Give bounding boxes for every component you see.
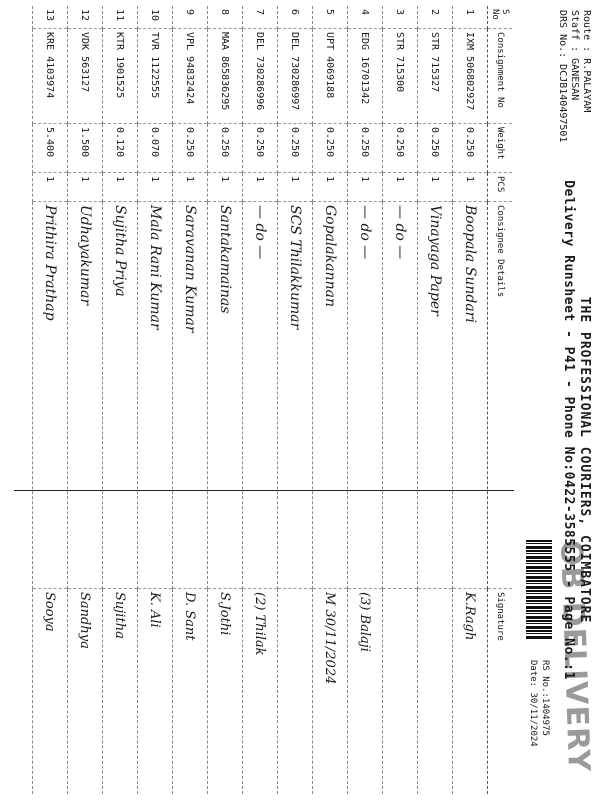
row-consignee-details: Gopalakannan [313,202,348,589]
row-weight: 0.250 [453,124,488,173]
row-signature: Sandhya [68,589,103,795]
table-header-row [488,6,513,794]
row-consignment-no: MAA 865836295 [208,29,243,124]
row-sno: 12 [68,6,103,29]
row-weight: 0.250 [418,124,453,173]
row-pcs: 1 [418,173,453,202]
col-sno: S No [488,6,513,29]
row-consignment-no: DEL 730286996 [243,29,278,124]
table-row [208,6,243,794]
table-row [418,6,453,794]
row-pcs: 1 [68,173,103,202]
row-sno: 2 [418,6,453,29]
row-consignment-no: IXM 506802927 [453,29,488,124]
row-sno: 3 [383,6,418,29]
table-row [68,6,103,794]
staff-label: Staff : GANESAN [569,10,580,101]
table-row [383,6,418,794]
row-consignment-no: DEL 730286997 [278,29,313,124]
row-sno: 10 [138,6,173,29]
delivery-table [32,6,512,794]
drs-number: DRS No.: DCJB140497501 [557,10,568,143]
table-row [313,6,348,794]
row-weight: 0.070 [138,124,173,173]
row-signature: (2) Thilak [243,589,278,795]
table-row [33,6,68,794]
row-sno: 11 [103,6,138,29]
runsheet-subtitle: Delivery Runsheet - P41 - Phone No:0422-3585555 - Page No.:1 [561,180,576,680]
row-consignee-details: Saravanan Kumar [173,202,208,589]
row-signature [383,589,418,795]
row-consignment-no: STR 715327 [418,29,453,124]
row-sno: 8 [208,6,243,29]
runsheet-date: Date: 30/11/2024 [528,660,538,747]
row-consignment-no: TVR 1122555 [138,29,173,124]
row-signature: (3) Balaji [348,589,383,795]
row-signature: Sujitha [103,589,138,795]
rs-number: RS No.:1404975 [540,660,550,736]
col-weight: Weight [488,124,513,173]
row-pcs: 1 [278,173,313,202]
row-weight: 0.250 [278,124,313,173]
row-weight: 5.400 [33,124,68,173]
row-pcs: 1 [313,173,348,202]
row-weight: 0.250 [173,124,208,173]
row-pcs: 1 [173,173,208,202]
table-row [278,6,313,794]
row-weight: 0.250 [383,124,418,173]
table-row [103,6,138,794]
row-pcs: 1 [103,173,138,202]
row-weight: 0.250 [313,124,348,173]
row-pcs: 1 [208,173,243,202]
row-signature: S.Jothi [208,589,243,795]
row-sno: 4 [348,6,383,29]
row-sno: 7 [243,6,278,29]
row-consignment-no: STR 715300 [383,29,418,124]
row-consignee-details: Mala Rani Kumar [138,202,173,589]
row-sno: 1 [453,6,488,29]
row-weight: 0.250 [208,124,243,173]
barcode [526,540,552,640]
row-signature: D. Sant [173,589,208,795]
row-sno: 6 [278,6,313,29]
row-signature: M 30/11/2024 [313,589,348,795]
row-consignee-details: Santakamainas [208,202,243,589]
row-consignment-no: KTR 1901525 [103,29,138,124]
table-row [348,6,383,794]
col-pcs: PCS [488,173,513,202]
row-pcs: 1 [138,173,173,202]
delivery-stamp: OB DELIVERY [552,539,597,773]
row-pcs: 1 [33,173,68,202]
route-label: Route : R.PALAYAM [581,10,592,113]
row-weight: 1.500 [68,124,103,173]
row-sno: 5 [313,6,348,29]
row-consignee-details: Sujitha Priya [103,202,138,589]
row-signature: K.Ragh [453,589,488,795]
row-weight: 0.120 [103,124,138,173]
row-consignee-details: SCS Thilakkumar [278,202,313,589]
row-consignee-details: — do — [348,202,383,589]
row-signature [418,589,453,795]
row-pcs: 1 [383,173,418,202]
row-sno: 9 [173,6,208,29]
row-consignee-details: Prithira Prathap [33,202,68,589]
row-consignment-no: VDK 563127 [68,29,103,124]
row-signature [278,589,313,795]
table-row [243,6,278,794]
row-consignment-no: VPL 94832424 [173,29,208,124]
row-consignee-details: — do — [243,202,278,589]
row-weight: 0.250 [348,124,383,173]
row-consignee-details: Vinayaga Paper [418,202,453,589]
row-consignee-details: Udhayakumar [68,202,103,589]
company-title: THE PROFESSIONAL COURIERS, COIMBATORE [577,296,592,624]
row-signature: Sooya [33,589,68,795]
col-signature: Signature [488,589,513,795]
table-row [173,6,208,794]
row-pcs: 1 [243,173,278,202]
row-consignment-no: KRE 4103974 [33,29,68,124]
col-details: Consignee Details [488,202,513,589]
row-consignment-no: EDG 16701342 [348,29,383,124]
row-weight: 0.250 [243,124,278,173]
row-consignee-details: — do — [383,202,418,589]
row-signature: K. Ali [138,589,173,795]
row-consignee-details: Boopala Sundari [453,202,488,589]
col-consignment: Consignment No [488,29,513,124]
row-sno: 13 [33,6,68,29]
table-row [138,6,173,794]
row-consignment-no: UPT 4069188 [313,29,348,124]
signature-divider [14,490,514,491]
table-row [453,6,488,794]
row-pcs: 1 [348,173,383,202]
row-pcs: 1 [453,173,488,202]
